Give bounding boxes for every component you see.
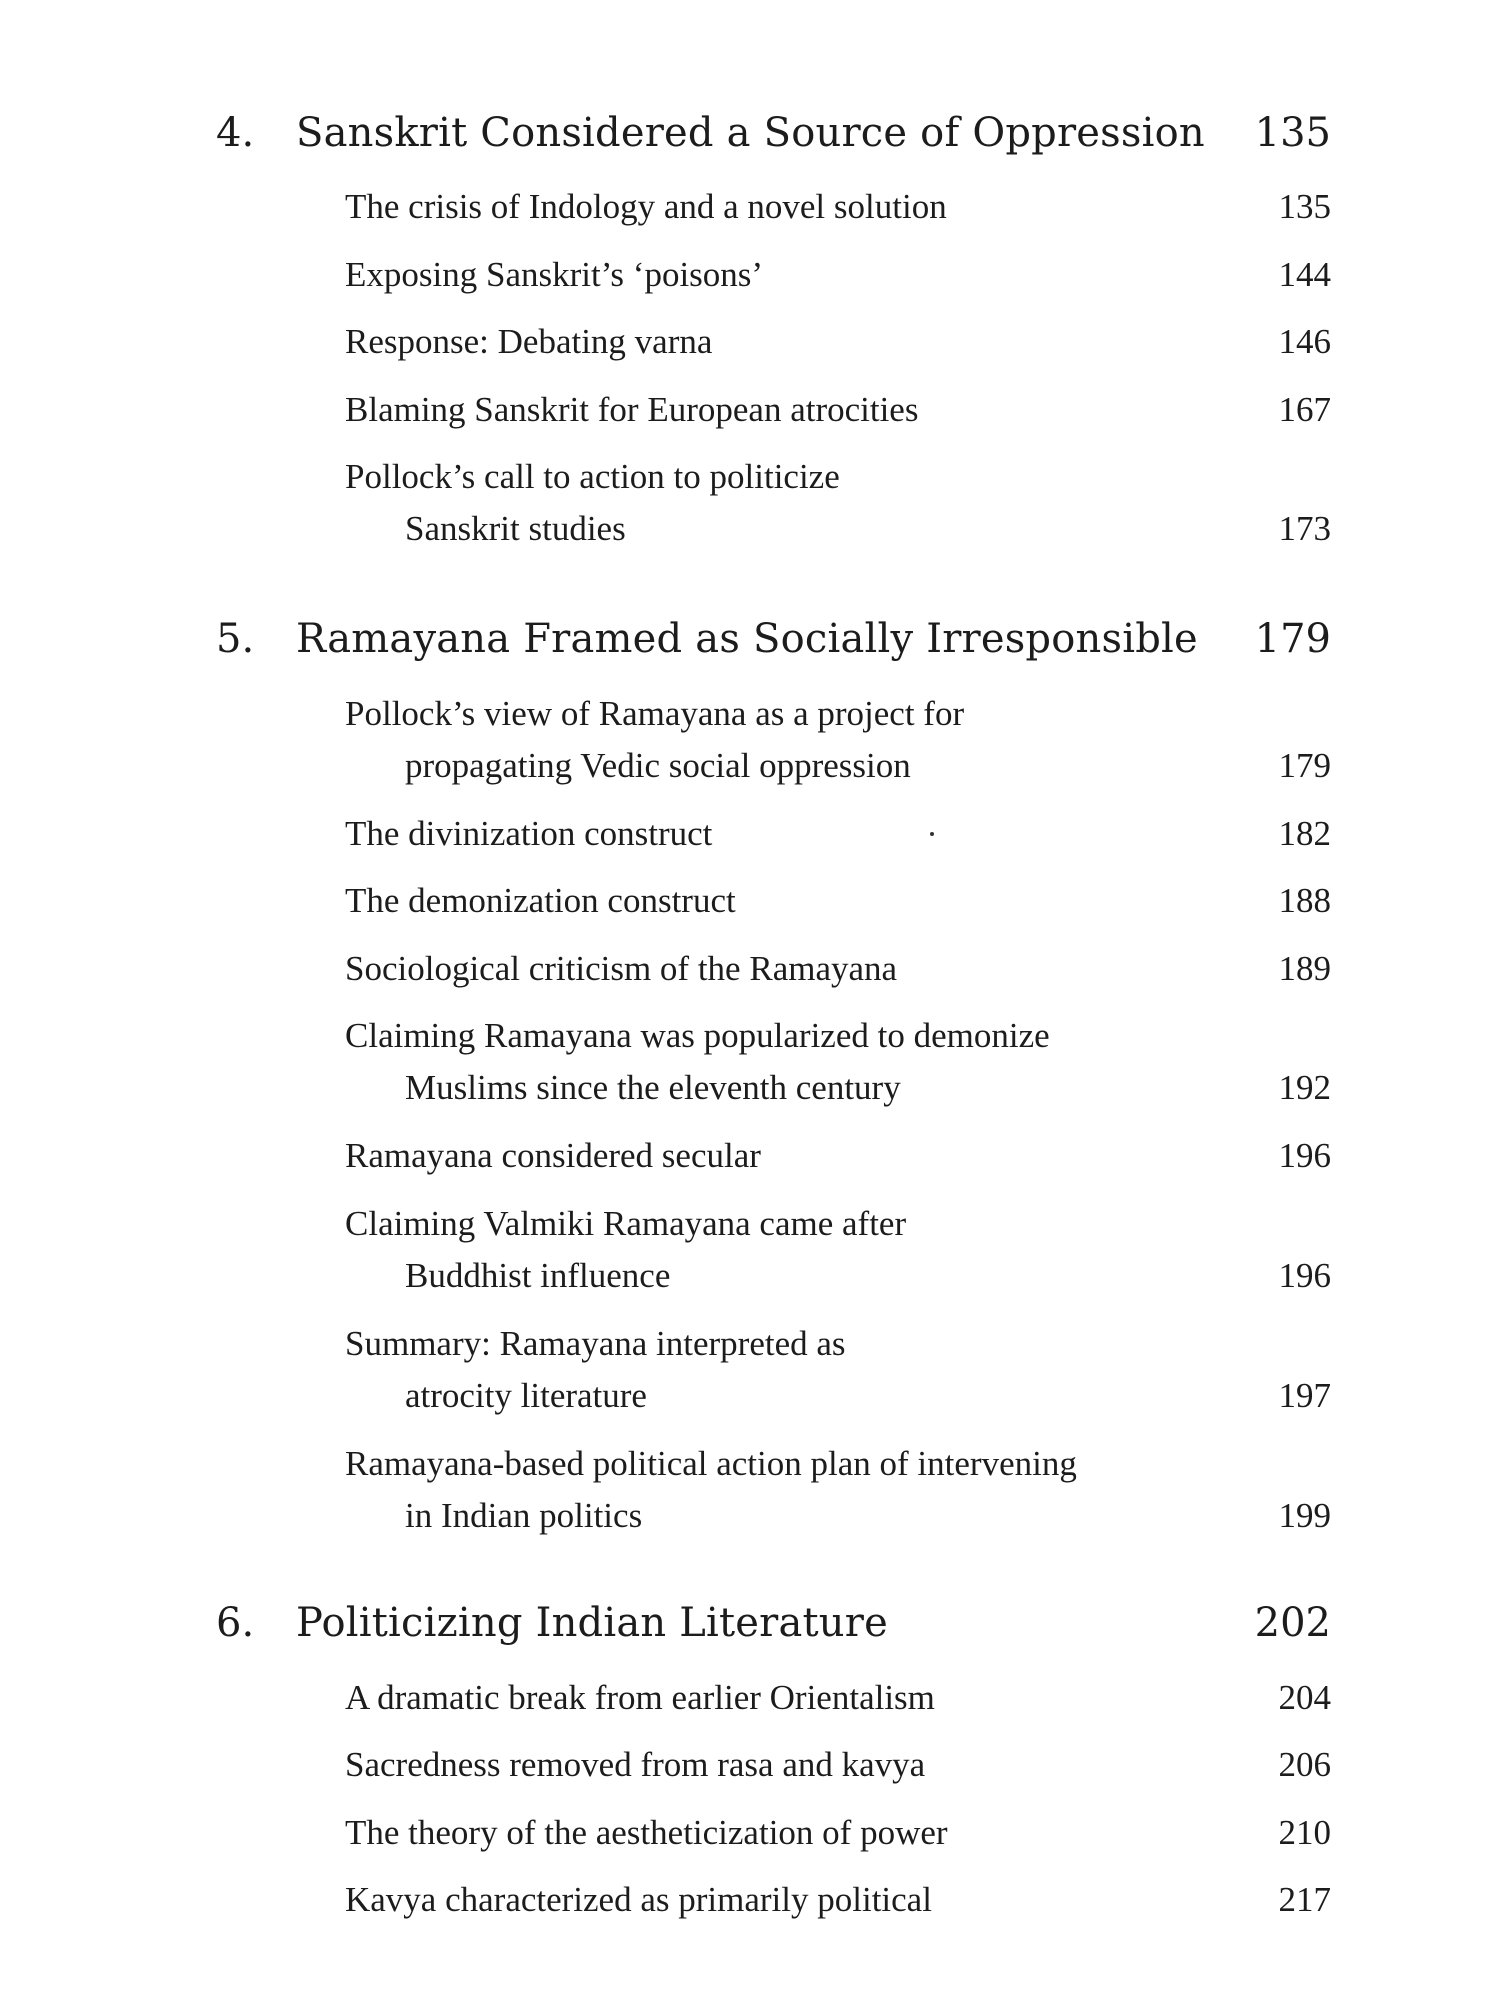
- entry-page-number: 199: [1278, 1496, 1331, 1535]
- entry-page-number: 167: [1278, 390, 1331, 429]
- chapter-number: 5.: [216, 616, 255, 662]
- entry-title: Claiming Ramayana was popularized to demonize: [345, 1016, 1050, 1055]
- entry-title-continuation: Buddhist influence: [405, 1256, 671, 1295]
- entry-title: Sociological criticism of the Ramayana: [345, 949, 898, 988]
- entry-title: Kavya characterized as primarily political: [345, 1880, 932, 1919]
- entry-title-continuation: in Indian politics: [405, 1496, 643, 1535]
- entry-page-number: 206: [1278, 1745, 1331, 1784]
- chapter-page-number: 135: [1254, 110, 1331, 156]
- entry-page-number: 204: [1278, 1678, 1331, 1717]
- entry-title: Exposing Sanskrit’s ‘poisons’: [345, 255, 764, 294]
- entry-page-number: 196: [1278, 1136, 1331, 1175]
- entry-page-number: 217: [1278, 1880, 1331, 1919]
- entry-page-number: 197: [1278, 1376, 1331, 1415]
- chapter-title: Sanskrit Considered a Source of Oppression: [296, 110, 1205, 156]
- entry-title: The theory of the aestheticization of power: [345, 1813, 948, 1852]
- entry-title-continuation: propagating Vedic social oppression: [405, 746, 911, 785]
- entry-title-continuation: atrocity literature: [405, 1376, 647, 1415]
- chapter-heading: [216, 1593, 1331, 1653]
- entry-title: Sacredness removed from rasa and kavya: [345, 1745, 926, 1784]
- chapter-number: 6.: [216, 1600, 255, 1646]
- entry-title: Blaming Sanskrit for European atrocities: [345, 390, 919, 429]
- chapter-page-number: 202: [1254, 1600, 1331, 1646]
- entry-title: The demonization construct: [345, 881, 736, 920]
- entry-page-number: 144: [1278, 255, 1331, 294]
- entry-page-number: 196: [1278, 1256, 1331, 1295]
- entry-page-number: 210: [1278, 1813, 1331, 1852]
- entry-title: Pollock’s call to action to politicize: [345, 457, 840, 496]
- entry-page-number: 188: [1278, 881, 1331, 920]
- entry-title: Claiming Valmiki Ramayana came after: [345, 1204, 907, 1243]
- entry-page-number: 146: [1278, 322, 1331, 361]
- entry-title: The divinization construct: [345, 814, 713, 853]
- chapter-title: Ramayana Framed as Socially Irresponsible: [296, 616, 1198, 662]
- entry-page-number: 182: [1278, 814, 1331, 853]
- entry-page-number: 189: [1278, 949, 1331, 988]
- chapter-page-number: 179: [1254, 616, 1331, 662]
- entry-title: Pollock’s view of Ramayana as a project for: [345, 694, 965, 733]
- entry-title-continuation: Sanskrit studies: [405, 509, 626, 548]
- entry-title-continuation: Muslims since the eleventh century: [405, 1068, 901, 1107]
- entry-title: Ramayana-based political action plan of intervening: [345, 1444, 1077, 1483]
- entry-page-number: 179: [1278, 746, 1331, 785]
- entry-title: The crisis of Indology and a novel solution: [345, 187, 947, 226]
- entry-title: Ramayana considered secular: [345, 1136, 761, 1175]
- entry-page-number: 192: [1278, 1068, 1331, 1107]
- entry-title: Response: Debating varna: [345, 322, 713, 361]
- entry-title: Summary: Ramayana interpreted as: [345, 1324, 846, 1363]
- stray-print-mark: [930, 832, 934, 836]
- entry-page-number: 135: [1278, 187, 1331, 226]
- chapter-heading: [216, 609, 1331, 669]
- entry-title: A dramatic break from earlier Orientalism: [345, 1678, 935, 1717]
- chapter-number: 4.: [216, 110, 255, 156]
- chapter-heading: [216, 103, 1331, 163]
- entry-page-number: 173: [1278, 509, 1331, 548]
- chapter-title: Politicizing Indian Literature: [296, 1600, 888, 1646]
